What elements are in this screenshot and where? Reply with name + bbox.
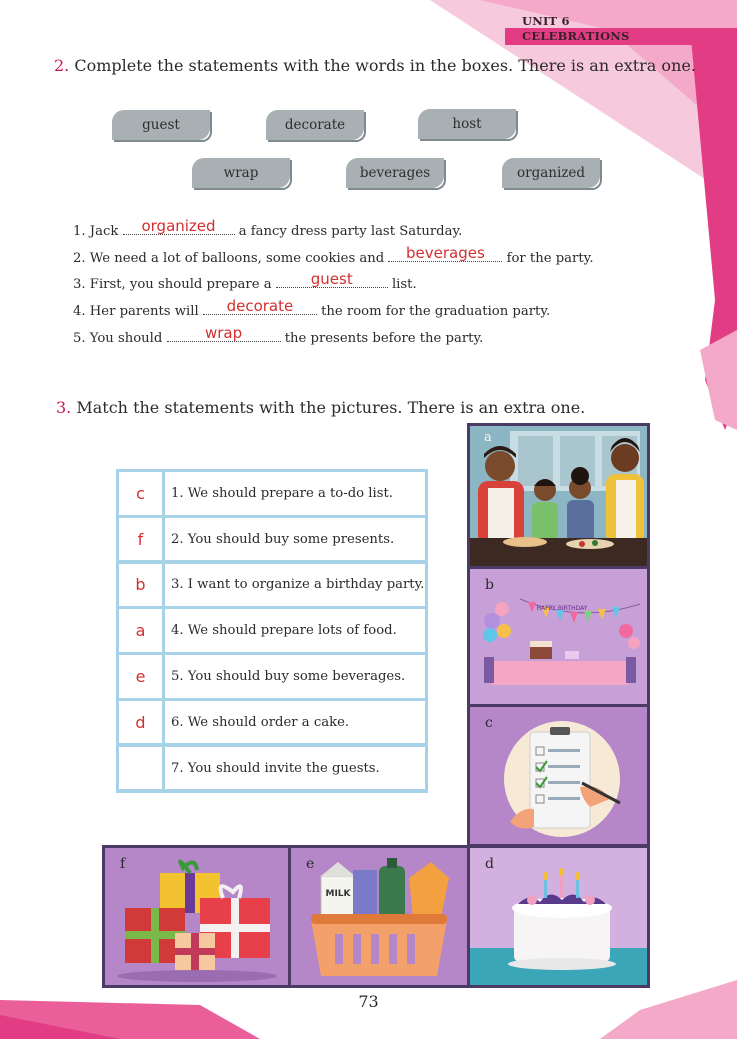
table-row — [119, 564, 425, 607]
todo-list-illustration — [470, 707, 647, 844]
picture-f — [102, 845, 291, 988]
milk-carton-text: MILK — [325, 889, 351, 899]
beverages-basket-illustration — [291, 848, 467, 985]
word-box-decorate: decorate — [266, 110, 364, 140]
table-row — [119, 747, 425, 790]
table-row — [119, 472, 425, 515]
word-box-beverages: beverages — [346, 158, 444, 188]
statement-4 — [73, 297, 551, 319]
statement-number: 1. — [73, 224, 86, 239]
gift-boxes-illustration — [105, 848, 288, 985]
answer-blank[interactable] — [167, 324, 281, 342]
table-row — [119, 518, 425, 561]
answer-text: decorate — [226, 297, 294, 315]
row-statement: 5. You should buy some beverages. — [171, 668, 406, 684]
statement-after: a fancy dress party last Saturday. — [234, 224, 463, 239]
picture-a — [467, 423, 650, 569]
word-box-organized: organized — [502, 158, 600, 188]
answer-letter[interactable]: c — [119, 472, 165, 515]
answer-letter[interactable]: b — [119, 564, 165, 607]
picture-label: b — [485, 577, 494, 593]
picture-label: a — [484, 430, 492, 445]
picture-d — [467, 845, 650, 988]
picture-b — [467, 566, 650, 707]
statement-3 — [73, 270, 417, 292]
answer-letter[interactable]: f — [119, 518, 165, 561]
answer-blank[interactable] — [123, 217, 235, 235]
answer-letter[interactable]: e — [119, 655, 165, 698]
statement-2 — [73, 244, 594, 266]
answer-text: wrap — [204, 324, 243, 342]
row-statement: 2. You should buy some presents. — [171, 531, 395, 547]
statement-5 — [73, 324, 484, 346]
answer-text: beverages — [406, 244, 485, 262]
answer-text: guest — [310, 270, 353, 288]
word-box-wrap: wrap — [192, 158, 290, 188]
family-cooking-illustration — [470, 426, 647, 566]
birthday-cake-illustration — [470, 848, 647, 985]
unit-number: UNIT 6 — [522, 14, 570, 28]
statement-number: 5. — [73, 331, 86, 346]
exercise-3-number: 3. — [56, 398, 72, 417]
statement-before: You should — [89, 331, 167, 346]
picture-e — [288, 845, 470, 988]
picture-label: c — [485, 715, 493, 731]
word-box-guest: guest — [112, 110, 210, 140]
answer-text: organized — [141, 217, 216, 235]
statement-number: 2. — [73, 251, 86, 266]
row-statement: 3. I want to organize a birthday party. — [171, 577, 425, 593]
answer-blank[interactable] — [388, 244, 502, 262]
exercise-2-number: 2. — [54, 56, 70, 75]
table-row — [119, 609, 425, 652]
banner-text: HAPPY BIRTHDAY — [536, 605, 588, 612]
statement-before: First, you should prepare a — [89, 277, 276, 292]
answer-blank[interactable] — [203, 297, 317, 315]
row-statement: 6. We should order a cake. — [171, 714, 350, 730]
word-box-host: host — [418, 109, 516, 139]
exercise-3-title — [56, 398, 585, 417]
table-row — [119, 655, 425, 698]
statement-number: 4. — [73, 304, 86, 319]
picture-label: d — [485, 856, 494, 872]
statement-after: the room for the graduation party. — [316, 304, 551, 319]
statement-before: Her parents will — [89, 304, 203, 319]
exercise-2-title — [54, 56, 696, 75]
statement-number: 3. — [73, 277, 86, 292]
row-statement: 7. You should invite the guests. — [171, 760, 380, 776]
row-statement: 4. We should prepare lots of food. — [171, 623, 397, 639]
answer-letter[interactable]: a — [119, 609, 165, 652]
table-row — [119, 701, 425, 744]
answer-blank[interactable] — [276, 270, 388, 288]
statement-before: We need a lot of balloons, some cookies and — [89, 251, 389, 266]
page-number: 73 — [358, 992, 379, 1011]
picture-label: f — [120, 856, 126, 872]
birthday-party-illustration — [470, 569, 647, 704]
answer-letter[interactable]: d — [119, 701, 165, 744]
statement-before: Jack — [89, 224, 123, 239]
unit-header — [522, 14, 630, 44]
picture-c — [467, 704, 650, 847]
exercise-2-instruction: Complete the statements with the words in the boxes. There is an extra one. — [74, 56, 696, 75]
exercise-3-instruction: Match the statements with the pictures. There is an extra one. — [76, 398, 586, 417]
row-statement: 1. We should prepare a to-do list. — [171, 485, 393, 501]
statement-after: list. — [387, 277, 417, 292]
unit-title: CELEBRATIONS — [522, 29, 630, 43]
answer-letter[interactable] — [119, 747, 165, 790]
match-table — [116, 469, 428, 793]
statement-after: the presents before the party. — [280, 331, 484, 346]
statement-1 — [73, 217, 463, 239]
picture-label: e — [306, 856, 315, 872]
statement-after: for the party. — [502, 251, 594, 266]
